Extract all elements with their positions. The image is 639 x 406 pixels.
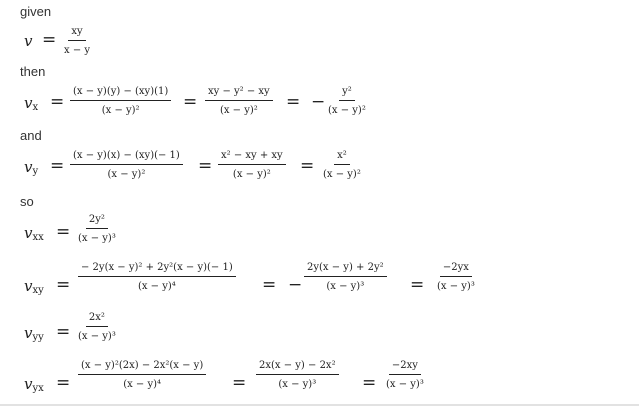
vx-fraction-3-denominator: (x − y)² (328, 105, 366, 116)
vx-fraction-1 (70, 86, 171, 116)
vx-equals: = (50, 92, 65, 112)
vxx-fraction-1-denominator: (x − y)³ (78, 233, 116, 244)
vy-lhs: $v_y$ (24, 158, 39, 177)
vxy-minus-sign: − (288, 275, 303, 295)
vyx-fraction-3-denominator: (x − y)³ (386, 379, 424, 390)
vyx-fraction-3 (386, 360, 424, 390)
vyy-fraction-1-denominator: (x − y)³ (78, 331, 116, 342)
vy-fraction-3-denominator: (x − y)² (323, 169, 361, 180)
given-equals: = (42, 30, 57, 50)
vyx-lhs: $v_{yx}$ (24, 375, 44, 394)
then-label: then (20, 64, 46, 79)
vy-fraction-1 (70, 150, 183, 180)
vx-fraction-2-numerator: xy − y² − xy (205, 86, 273, 101)
given-label: given (20, 4, 52, 19)
given-fraction (64, 26, 90, 56)
vyx-equals-2: = (232, 373, 247, 393)
so-label: so (20, 194, 34, 209)
vxy-fraction-2-numerator: 2y(x − y) + 2y² (304, 262, 387, 277)
vxy-fraction-1 (78, 262, 236, 292)
vyx-fraction-2 (256, 360, 339, 390)
vxx-fraction-1 (78, 214, 116, 244)
vxy-fraction-3-numerator: −2yx (440, 262, 472, 277)
vyy-fraction-1 (78, 312, 116, 342)
vxy-fraction-1-denominator: (x − y)⁴ (137, 281, 176, 292)
vx-lhs: $v_x$ (24, 94, 39, 113)
vx-fraction-2-denominator: (x − y)² (219, 105, 258, 116)
given-numerator: xy (68, 26, 85, 41)
vx-fraction-1-denominator: (x − y)² (101, 105, 140, 116)
given-denominator: x − y (64, 45, 91, 56)
vx-minus-sign: − (311, 92, 326, 112)
vyx-equals: = (56, 373, 71, 393)
vy-fraction-1-numerator: (x − y)(x) − (xy)(− 1) (70, 150, 183, 165)
vyy-equals: = (56, 322, 71, 342)
vyx-fraction-2-denominator: (x − y)³ (278, 379, 317, 390)
vxy-fraction-3 (437, 262, 475, 292)
vxy-equals: = (56, 275, 71, 295)
vy-fraction-2 (218, 150, 286, 180)
vxy-equals-3: = (410, 275, 425, 295)
vyx-fraction-1 (78, 360, 206, 390)
vxy-fraction-3-denominator: (x − y)³ (437, 281, 475, 292)
vx-equals-2: = (183, 92, 198, 112)
vxx-equals: = (56, 222, 71, 242)
vy-equals: = (50, 156, 65, 176)
vy-equals-2: = (198, 156, 213, 176)
vxx-fraction-1-numerator: 2y² (86, 214, 108, 229)
vyx-fraction-2-numerator: 2x(x − y) − 2x² (256, 360, 339, 375)
vyx-fraction-1-numerator: (x − y)²(2x) − 2x²(x − y) (78, 360, 206, 375)
vyx-fraction-1-denominator: (x − y)⁴ (123, 379, 162, 390)
vx-fraction-3 (328, 86, 366, 116)
vy-equals-3: = (300, 156, 315, 176)
vxx-lhs: $v_{xx}$ (24, 224, 44, 243)
vyx-fraction-3-numerator: −2xy (389, 360, 421, 375)
vxy-fraction-2 (304, 262, 387, 292)
vyy-lhs: $v_{yy}$ (24, 324, 44, 343)
vx-fraction-3-numerator: y² (339, 86, 355, 101)
vy-fraction-1-denominator: (x − y)² (107, 169, 146, 180)
vy-fraction-3-numerator: x² (334, 150, 350, 165)
vx-fraction-1-numerator: (x − y)(y) − (xy)(1) (70, 86, 171, 101)
vxy-equals-2: = (262, 275, 277, 295)
vxy-lhs: $v_{xy}$ (24, 277, 44, 296)
vyy-fraction-1-numerator: 2x² (86, 312, 108, 327)
and-label: and (20, 128, 42, 143)
vx-fraction-2 (205, 86, 273, 116)
vxy-fraction-2-denominator: (x − y)³ (326, 281, 365, 292)
vyx-equals-3: = (362, 373, 377, 393)
given-lhs: v (24, 32, 33, 50)
vy-fraction-2-numerator: x² − xy + xy (218, 150, 286, 165)
vxy-fraction-1-numerator: − 2y(x − y)² + 2y²(x − y)(− 1) (78, 262, 236, 277)
vy-fraction-3 (323, 150, 361, 180)
vy-fraction-2-denominator: (x − y)² (232, 169, 271, 180)
vx-equals-3: = (286, 92, 301, 112)
